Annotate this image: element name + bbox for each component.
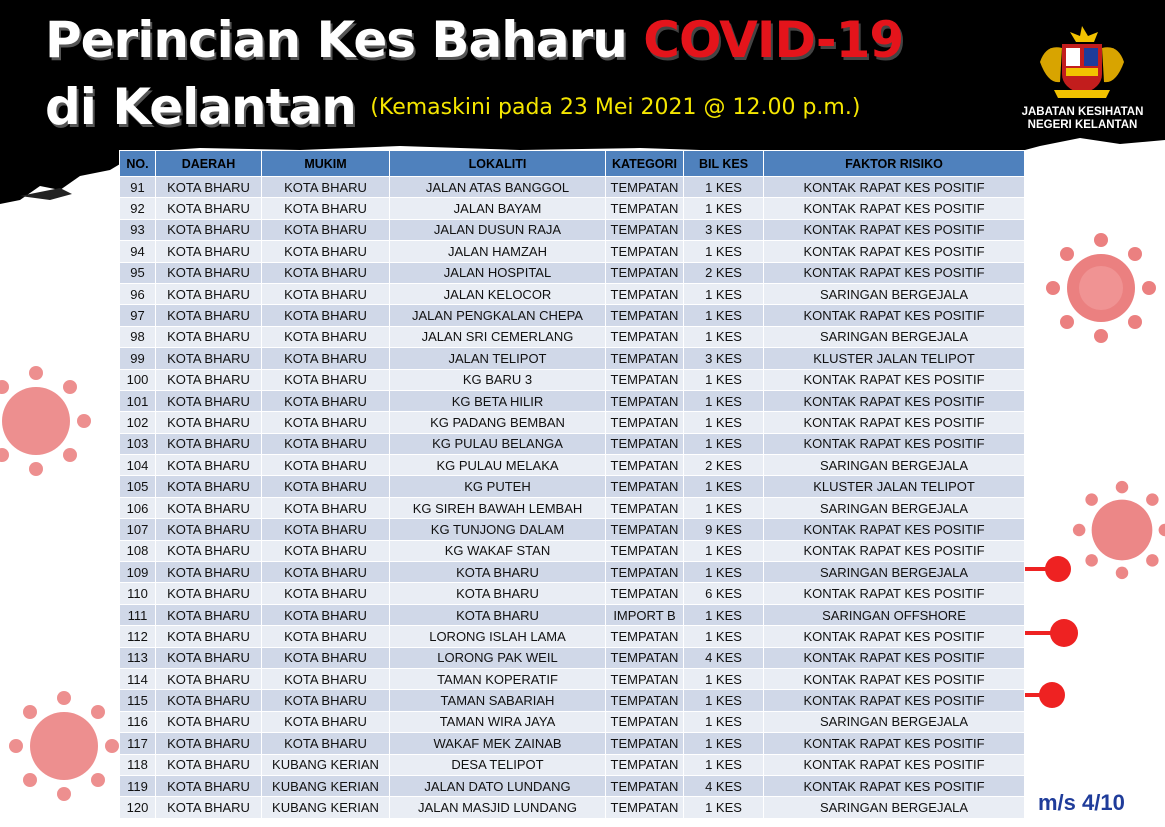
- cell-bil-kes: 1 KES: [684, 668, 764, 689]
- cell-kategori: IMPORT B: [606, 604, 684, 625]
- cell-faktor-risiko: SARINGAN BERGEJALA: [764, 497, 1025, 518]
- cell-no: 98: [120, 326, 156, 347]
- cell-kategori: TEMPATAN: [606, 775, 684, 796]
- cell-lokaliti: JALAN KELOCOR: [390, 283, 606, 304]
- cell-bil-kes: 1 KES: [684, 326, 764, 347]
- cell-bil-kes: 1 KES: [684, 733, 764, 754]
- cell-no: 115: [120, 690, 156, 711]
- cell-mukim: KOTA BHARU: [262, 690, 390, 711]
- cell-mukim: KOTA BHARU: [262, 369, 390, 390]
- cell-lokaliti: JALAN HOSPITAL: [390, 262, 606, 283]
- cell-daerah: KOTA BHARU: [156, 476, 262, 497]
- cell-daerah: KOTA BHARU: [156, 583, 262, 604]
- cell-faktor-risiko: KONTAK RAPAT KES POSITIF: [764, 262, 1025, 283]
- table-row: [120, 647, 1025, 668]
- cell-no: 102: [120, 412, 156, 433]
- cell-mukim: KOTA BHARU: [262, 711, 390, 732]
- cell-no: 110: [120, 583, 156, 604]
- table-row: [120, 390, 1025, 411]
- cell-bil-kes: 1 KES: [684, 562, 764, 583]
- cell-daerah: KOTA BHARU: [156, 540, 262, 561]
- virus-icon: [8, 690, 120, 802]
- cell-kategori: TEMPATAN: [606, 497, 684, 518]
- table-row: [120, 369, 1025, 390]
- cell-lokaliti: KG PADANG BEMBAN: [390, 412, 606, 433]
- cell-faktor-risiko: KONTAK RAPAT KES POSITIF: [764, 519, 1025, 540]
- cell-no: 104: [120, 455, 156, 476]
- table-row: [120, 262, 1025, 283]
- cell-bil-kes: 4 KES: [684, 775, 764, 796]
- cell-kategori: TEMPATAN: [606, 540, 684, 561]
- case-table-container: [119, 150, 1024, 819]
- cell-bil-kes: 2 KES: [684, 455, 764, 476]
- title-second-line: [45, 78, 860, 136]
- page-title: [45, 12, 903, 68]
- cell-daerah: KOTA BHARU: [156, 177, 262, 198]
- cell-kategori: TEMPATAN: [606, 219, 684, 240]
- cell-faktor-risiko: KONTAK RAPAT KES POSITIF: [764, 626, 1025, 647]
- cell-faktor-risiko: KONTAK RAPAT KES POSITIF: [764, 754, 1025, 775]
- cell-daerah: KOTA BHARU: [156, 519, 262, 540]
- cell-kategori: TEMPATAN: [606, 369, 684, 390]
- cell-kategori: TEMPATAN: [606, 476, 684, 497]
- cell-no: 120: [120, 797, 156, 818]
- cell-mukim: KOTA BHARU: [262, 455, 390, 476]
- table-row: [120, 775, 1025, 796]
- cell-lokaliti: KG WAKAF STAN: [390, 540, 606, 561]
- cell-lokaliti: JALAN MASJID LUNDANG: [390, 797, 606, 818]
- table-row: [120, 519, 1025, 540]
- cell-kategori: TEMPATAN: [606, 198, 684, 219]
- cell-no: 103: [120, 433, 156, 454]
- cell-mukim: KOTA BHARU: [262, 198, 390, 219]
- cell-kategori: TEMPATAN: [606, 390, 684, 411]
- cell-kategori: TEMPATAN: [606, 283, 684, 304]
- table-row: [120, 283, 1025, 304]
- table-row: [120, 219, 1025, 240]
- cell-bil-kes: 1 KES: [684, 283, 764, 304]
- cell-kategori: TEMPATAN: [606, 647, 684, 668]
- cell-lokaliti: KG SIREH BAWAH LEMBAH: [390, 497, 606, 518]
- cell-faktor-risiko: KONTAK RAPAT KES POSITIF: [764, 668, 1025, 689]
- column-header-kategori: KATEGORI: [606, 151, 684, 177]
- cell-no: 99: [120, 348, 156, 369]
- cell-bil-kes: 3 KES: [684, 219, 764, 240]
- cell-lokaliti: WAKAF MEK ZAINAB: [390, 733, 606, 754]
- cell-lokaliti: TAMAN SABARIAH: [390, 690, 606, 711]
- table-row: [120, 797, 1025, 818]
- cell-faktor-risiko: SARINGAN BERGEJALA: [764, 455, 1025, 476]
- cell-no: 97: [120, 305, 156, 326]
- cell-kategori: TEMPATAN: [606, 668, 684, 689]
- table-row: [120, 733, 1025, 754]
- cell-faktor-risiko: KONTAK RAPAT KES POSITIF: [764, 369, 1025, 390]
- cell-daerah: KOTA BHARU: [156, 219, 262, 240]
- cell-daerah: KOTA BHARU: [156, 348, 262, 369]
- cell-kategori: TEMPATAN: [606, 519, 684, 540]
- virus-icon: [1072, 474, 1165, 586]
- cell-faktor-risiko: KONTAK RAPAT KES POSITIF: [764, 540, 1025, 561]
- page-number: m/s 4/10: [1038, 790, 1125, 815]
- cell-mukim: KOTA BHARU: [262, 412, 390, 433]
- cell-no: 91: [120, 177, 156, 198]
- cell-kategori: TEMPATAN: [606, 797, 684, 818]
- cell-mukim: KOTA BHARU: [262, 668, 390, 689]
- cell-bil-kes: 1 KES: [684, 198, 764, 219]
- table-row: [120, 198, 1025, 219]
- cell-faktor-risiko: KONTAK RAPAT KES POSITIF: [764, 433, 1025, 454]
- cell-faktor-risiko: SARINGAN BERGEJALA: [764, 711, 1025, 732]
- cell-lokaliti: JALAN TELIPOT: [390, 348, 606, 369]
- cell-faktor-risiko: KLUSTER JALAN TELIPOT: [764, 348, 1025, 369]
- cell-kategori: TEMPATAN: [606, 562, 684, 583]
- cell-kategori: TEMPATAN: [606, 326, 684, 347]
- cell-faktor-risiko: KONTAK RAPAT KES POSITIF: [764, 177, 1025, 198]
- cell-mukim: KOTA BHARU: [262, 540, 390, 561]
- cell-mukim: KOTA BHARU: [262, 241, 390, 262]
- table-row: [120, 305, 1025, 326]
- cell-no: 101: [120, 390, 156, 411]
- cell-no: 100: [120, 369, 156, 390]
- cell-faktor-risiko: KONTAK RAPAT KES POSITIF: [764, 241, 1025, 262]
- cell-daerah: KOTA BHARU: [156, 305, 262, 326]
- cell-no: 116: [120, 711, 156, 732]
- cell-bil-kes: 1 KES: [684, 177, 764, 198]
- cell-lokaliti: JALAN SRI CEMERLANG: [390, 326, 606, 347]
- cell-faktor-risiko: KONTAK RAPAT KES POSITIF: [764, 647, 1025, 668]
- cell-kategori: TEMPATAN: [606, 690, 684, 711]
- cell-daerah: KOTA BHARU: [156, 412, 262, 433]
- cell-kategori: TEMPATAN: [606, 754, 684, 775]
- cell-bil-kes: 1 KES: [684, 690, 764, 711]
- cell-faktor-risiko: KONTAK RAPAT KES POSITIF: [764, 305, 1025, 326]
- cell-kategori: TEMPATAN: [606, 711, 684, 732]
- cell-bil-kes: 1 KES: [684, 241, 764, 262]
- cell-mukim: KOTA BHARU: [262, 604, 390, 625]
- cell-mukim: KOTA BHARU: [262, 305, 390, 326]
- cell-bil-kes: 6 KES: [684, 583, 764, 604]
- cell-kategori: TEMPATAN: [606, 583, 684, 604]
- table-row: [120, 433, 1025, 454]
- table-row: [120, 455, 1025, 476]
- cell-bil-kes: 1 KES: [684, 754, 764, 775]
- table-row: [120, 540, 1025, 561]
- cell-faktor-risiko: KONTAK RAPAT KES POSITIF: [764, 690, 1025, 711]
- cell-kategori: TEMPATAN: [606, 433, 684, 454]
- cell-daerah: KOTA BHARU: [156, 390, 262, 411]
- table-row: [120, 711, 1025, 732]
- cell-mukim: KOTA BHARU: [262, 326, 390, 347]
- cell-kategori: TEMPATAN: [606, 305, 684, 326]
- cell-faktor-risiko: SARINGAN BERGEJALA: [764, 797, 1025, 818]
- table-row: [120, 177, 1025, 198]
- cell-bil-kes: 3 KES: [684, 348, 764, 369]
- cell-no: 106: [120, 497, 156, 518]
- cell-faktor-risiko: KLUSTER JALAN TELIPOT: [764, 476, 1025, 497]
- title-highlight: COVID-19: [643, 11, 904, 69]
- title-location: di Kelantan: [45, 78, 356, 136]
- cell-daerah: KOTA BHARU: [156, 754, 262, 775]
- cell-mukim: KOTA BHARU: [262, 390, 390, 411]
- cell-bil-kes: 9 KES: [684, 519, 764, 540]
- table-row: [120, 690, 1025, 711]
- table-row: [120, 668, 1025, 689]
- cell-mukim: KOTA BHARU: [262, 626, 390, 647]
- cell-faktor-risiko: SARINGAN BERGEJALA: [764, 326, 1025, 347]
- cell-no: 94: [120, 241, 156, 262]
- table-row: [120, 241, 1025, 262]
- cell-bil-kes: 1 KES: [684, 626, 764, 647]
- cell-faktor-risiko: SARINGAN BERGEJALA: [764, 562, 1025, 583]
- cell-lokaliti: LORONG PAK WEIL: [390, 647, 606, 668]
- cell-lokaliti: JALAN DUSUN RAJA: [390, 219, 606, 240]
- cell-daerah: KOTA BHARU: [156, 690, 262, 711]
- cell-mukim: KUBANG KERIAN: [262, 775, 390, 796]
- cell-mukim: KOTA BHARU: [262, 562, 390, 583]
- table-header-row: [120, 151, 1025, 177]
- cell-kategori: TEMPATAN: [606, 348, 684, 369]
- cell-mukim: KOTA BHARU: [262, 348, 390, 369]
- cell-daerah: KOTA BHARU: [156, 433, 262, 454]
- cell-daerah: KOTA BHARU: [156, 241, 262, 262]
- cell-kategori: TEMPATAN: [606, 241, 684, 262]
- cell-no: 117: [120, 733, 156, 754]
- cell-no: 111: [120, 604, 156, 625]
- cell-mukim: KOTA BHARU: [262, 262, 390, 283]
- cell-bil-kes: 4 KES: [684, 647, 764, 668]
- cell-daerah: KOTA BHARU: [156, 262, 262, 283]
- cell-bil-kes: 1 KES: [684, 797, 764, 818]
- cell-daerah: KOTA BHARU: [156, 733, 262, 754]
- cell-mukim: KUBANG KERIAN: [262, 754, 390, 775]
- cell-bil-kes: 1 KES: [684, 369, 764, 390]
- table-row: [120, 348, 1025, 369]
- cell-kategori: TEMPATAN: [606, 177, 684, 198]
- cell-no: 113: [120, 647, 156, 668]
- cell-faktor-risiko: SARINGAN OFFSHORE: [764, 604, 1025, 625]
- cell-lokaliti: LORONG ISLAH LAMA: [390, 626, 606, 647]
- cell-faktor-risiko: KONTAK RAPAT KES POSITIF: [764, 219, 1025, 240]
- cell-lokaliti: JALAN BAYAM: [390, 198, 606, 219]
- cell-faktor-risiko: KONTAK RAPAT KES POSITIF: [764, 733, 1025, 754]
- virus-spike-icon: [1022, 545, 1082, 725]
- cell-no: 105: [120, 476, 156, 497]
- cell-daerah: KOTA BHARU: [156, 326, 262, 347]
- table-row: [120, 476, 1025, 497]
- cell-daerah: KOTA BHARU: [156, 711, 262, 732]
- cell-no: 112: [120, 626, 156, 647]
- cell-mukim: KOTA BHARU: [262, 476, 390, 497]
- cell-lokaliti: DESA TELIPOT: [390, 754, 606, 775]
- cell-bil-kes: 1 KES: [684, 540, 764, 561]
- cell-faktor-risiko: KONTAK RAPAT KES POSITIF: [764, 412, 1025, 433]
- cell-bil-kes: 2 KES: [684, 262, 764, 283]
- cell-bil-kes: 1 KES: [684, 604, 764, 625]
- cell-daerah: KOTA BHARU: [156, 369, 262, 390]
- cell-bil-kes: 1 KES: [684, 497, 764, 518]
- column-header-bil-kes: BIL KES: [684, 151, 764, 177]
- cell-daerah: KOTA BHARU: [156, 283, 262, 304]
- virus-icon: [0, 365, 92, 477]
- department-label: JABATAN KESIHATAN NEGERI KELANTAN: [1021, 106, 1144, 131]
- cell-mukim: KUBANG KERIAN: [262, 797, 390, 818]
- cell-daerah: KOTA BHARU: [156, 198, 262, 219]
- cell-faktor-risiko: SARINGAN BERGEJALA: [764, 283, 1025, 304]
- case-table: [119, 150, 1025, 819]
- cell-daerah: KOTA BHARU: [156, 797, 262, 818]
- cell-no: 92: [120, 198, 156, 219]
- cell-lokaliti: TAMAN WIRA JAYA: [390, 711, 606, 732]
- cell-kategori: TEMPATAN: [606, 733, 684, 754]
- cell-daerah: KOTA BHARU: [156, 497, 262, 518]
- cell-mukim: KOTA BHARU: [262, 283, 390, 304]
- cell-bil-kes: 1 KES: [684, 305, 764, 326]
- cell-mukim: KOTA BHARU: [262, 497, 390, 518]
- cell-mukim: KOTA BHARU: [262, 177, 390, 198]
- cell-no: 119: [120, 775, 156, 796]
- virus-icon: [1045, 232, 1157, 344]
- cell-lokaliti: KOTA BHARU: [390, 604, 606, 625]
- table-row: [120, 604, 1025, 625]
- cell-no: 118: [120, 754, 156, 775]
- cell-daerah: KOTA BHARU: [156, 562, 262, 583]
- table-row: [120, 412, 1025, 433]
- cell-lokaliti: KG TUNJONG DALAM: [390, 519, 606, 540]
- cell-faktor-risiko: KONTAK RAPAT KES POSITIF: [764, 583, 1025, 604]
- cell-lokaliti: JALAN HAMZAH: [390, 241, 606, 262]
- cell-no: 109: [120, 562, 156, 583]
- malaysia-crest-icon: [1032, 22, 1132, 104]
- column-header-lokaliti: LOKALITI: [390, 151, 606, 177]
- cell-lokaliti: KG PUTEH: [390, 476, 606, 497]
- cell-bil-kes: 1 KES: [684, 433, 764, 454]
- cell-kategori: TEMPATAN: [606, 626, 684, 647]
- table-row: [120, 497, 1025, 518]
- cell-daerah: KOTA BHARU: [156, 647, 262, 668]
- cell-lokaliti: KG BARU 3: [390, 369, 606, 390]
- cell-no: 114: [120, 668, 156, 689]
- cell-daerah: KOTA BHARU: [156, 668, 262, 689]
- cell-no: 107: [120, 519, 156, 540]
- cell-lokaliti: KOTA BHARU: [390, 583, 606, 604]
- cell-lokaliti: KOTA BHARU: [390, 562, 606, 583]
- column-header-mukim: MUKIM: [262, 151, 390, 177]
- cell-bil-kes: 1 KES: [684, 412, 764, 433]
- cell-kategori: TEMPATAN: [606, 262, 684, 283]
- cell-daerah: KOTA BHARU: [156, 604, 262, 625]
- cell-bil-kes: 1 KES: [684, 711, 764, 732]
- table-row: [120, 583, 1025, 604]
- cell-faktor-risiko: KONTAK RAPAT KES POSITIF: [764, 198, 1025, 219]
- cell-mukim: KOTA BHARU: [262, 519, 390, 540]
- cell-lokaliti: TAMAN KOPERATIF: [390, 668, 606, 689]
- column-header-daerah: DAERAH: [156, 151, 262, 177]
- column-header-faktor-risiko: FAKTOR RISIKO: [764, 151, 1025, 177]
- cell-mukim: KOTA BHARU: [262, 733, 390, 754]
- cell-no: 95: [120, 262, 156, 283]
- cell-no: 93: [120, 219, 156, 240]
- column-header-no: NO.: [120, 151, 156, 177]
- cell-no: 96: [120, 283, 156, 304]
- cell-lokaliti: JALAN ATAS BANGGOL: [390, 177, 606, 198]
- update-note: (Kemaskini pada 23 Mei 2021 @ 12.00 p.m.): [370, 95, 861, 120]
- table-row: [120, 562, 1025, 583]
- cell-bil-kes: 1 KES: [684, 390, 764, 411]
- table-row: [120, 626, 1025, 647]
- cell-lokaliti: KG PULAU MELAKA: [390, 455, 606, 476]
- cell-daerah: KOTA BHARU: [156, 775, 262, 796]
- cell-lokaliti: JALAN PENGKALAN CHEPA: [390, 305, 606, 326]
- cell-mukim: KOTA BHARU: [262, 647, 390, 668]
- cell-bil-kes: 1 KES: [684, 476, 764, 497]
- cell-mukim: KOTA BHARU: [262, 583, 390, 604]
- table-row: [120, 326, 1025, 347]
- cell-daerah: KOTA BHARU: [156, 626, 262, 647]
- cell-lokaliti: KG BETA HILIR: [390, 390, 606, 411]
- cell-faktor-risiko: KONTAK RAPAT KES POSITIF: [764, 775, 1025, 796]
- cell-mukim: KOTA BHARU: [262, 219, 390, 240]
- cell-lokaliti: KG PULAU BELANGA: [390, 433, 606, 454]
- cell-faktor-risiko: KONTAK RAPAT KES POSITIF: [764, 390, 1025, 411]
- title-main: Perincian Kes Baharu: [45, 11, 627, 69]
- cell-daerah: KOTA BHARU: [156, 455, 262, 476]
- cell-kategori: TEMPATAN: [606, 455, 684, 476]
- cell-mukim: KOTA BHARU: [262, 433, 390, 454]
- cell-lokaliti: JALAN DATO LUNDANG: [390, 775, 606, 796]
- cell-kategori: TEMPATAN: [606, 412, 684, 433]
- table-body: [120, 177, 1025, 819]
- cell-no: 108: [120, 540, 156, 561]
- table-row: [120, 754, 1025, 775]
